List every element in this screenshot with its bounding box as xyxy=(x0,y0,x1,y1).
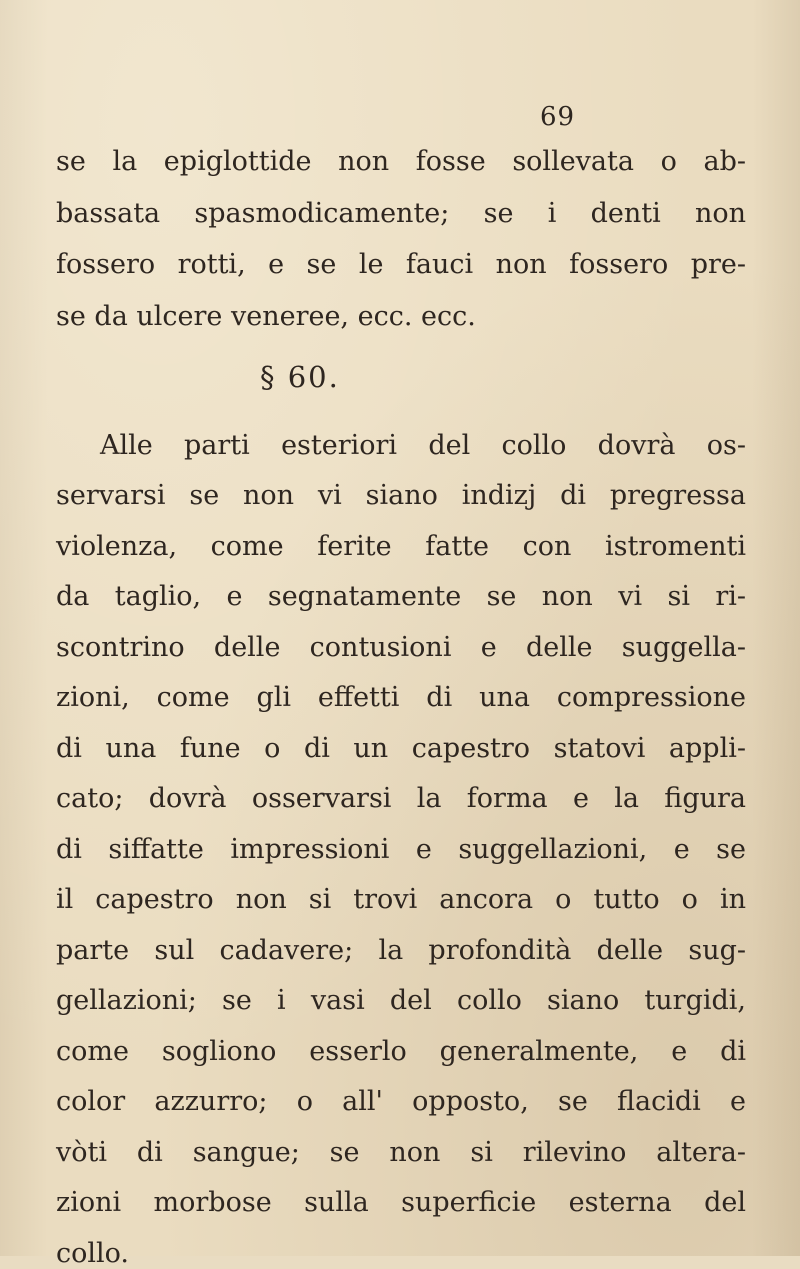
text-line: violenza, come ferite fatte con istromenti xyxy=(56,530,746,562)
text-line: gellazioni; se i vasi del collo siano turgidi, xyxy=(56,985,746,1016)
text-line: servarsi se non vi siano indizj di pregressa xyxy=(56,480,746,511)
text-line: zioni morbose sulla superficie esterna del xyxy=(56,1187,746,1218)
text-line: di una fune o di un capestro statovi appli- xyxy=(56,732,746,764)
text-line: vòti di sangue; se non si rilevino altera- xyxy=(56,1136,746,1168)
text-line: il capestro non si trovi ancora o tutto o in xyxy=(56,884,746,915)
text-line: parte sul cadavere; la profondità delle sug- xyxy=(56,934,746,966)
text-line: se la epiglottide non fosse sollevata o ab- xyxy=(56,146,746,177)
text-line: cato; dovrà osservarsi la forma e la figura xyxy=(56,783,746,814)
text-line: color azzurro; o all' opposto, se flacidi e xyxy=(56,1086,746,1117)
section-heading: § 60. xyxy=(260,360,340,394)
text-line: scontrino delle contusioni e delle suggella- xyxy=(56,631,746,663)
page-number: 69 xyxy=(540,102,576,132)
text-line: come sogliono esserlo generalmente, e di xyxy=(56,1035,746,1067)
text-line: zioni, come gli effetti di una compressione xyxy=(56,682,746,713)
text-line: collo. xyxy=(56,1237,130,1269)
text-line: se da ulcere veneree, ecc. ecc. xyxy=(56,300,476,332)
text-line: Alle parti esteriori del collo dovrà os- xyxy=(100,429,746,461)
text-line: fossero rotti, e se le fauci non fossero pre- xyxy=(56,249,746,280)
text-line: di siffatte impressioni e suggellazioni, e se xyxy=(56,833,746,865)
text-line: da taglio, e segnatamente se non vi si ri- xyxy=(56,581,746,612)
text-line: bassata spasmodicamente; se i denti non xyxy=(56,197,746,229)
